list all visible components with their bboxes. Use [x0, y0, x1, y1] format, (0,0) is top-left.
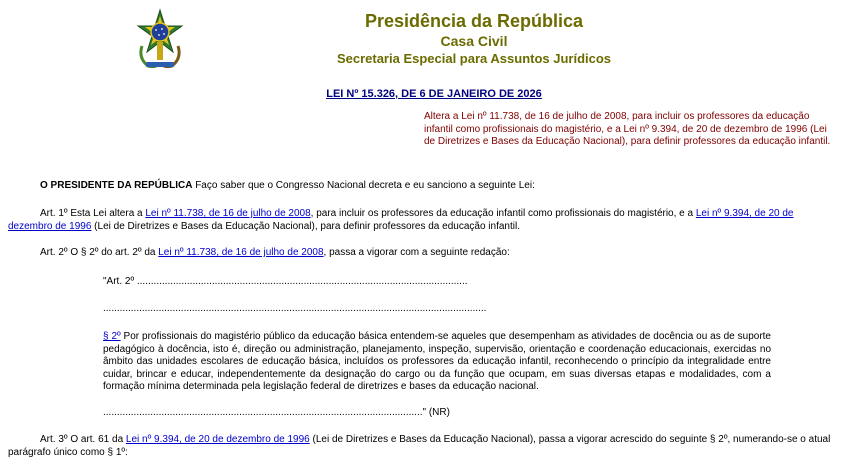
art3-text-a: Art. 3º O art. 61 da — [40, 434, 126, 445]
art2-link-lei-11738[interactable]: Lei nº 11.738, de 16 de julho de 2008 — [158, 247, 324, 258]
quote-dots: .......................................................................................................................................... — [103, 303, 487, 314]
article-1 — [8, 208, 836, 233]
quote-art-2: "Art. 2º ....................................................................................................................... — [103, 276, 468, 287]
ementa: Altera a Lei nº 11.738, de 16 de julho de 2008, para incluir os professores da educação infantil como profissionais do magistério, e a Lei nº 9.394, de 20 de dezembro de 1996 (Lei de Diretrizes e Bases da Educação Nacional), para definir professores da educação infantil. — [424, 111, 831, 147]
paragraph-2-text: Por profissionais do magistério público da educação básica entendem-se aqueles que desempenham as atividades de docência ou as de suporte pedagógico à docência, isto é, direção ou administração, planejamento, inspeção, supervisão, orientação e coordenação educacionais, exercidas no âmbito das unidades escolares de educação básica, incluídos os professores da educação infantil, reconhecendo o princípio da integralidade entre cuidar, brincar e educar, independentemente da designação do cargo ou da função que ocupam, em suas diversas etapas e modalidades, com a formação mínima determinada pela legislação federal de diretrizes e bases da educação nacional. — [103, 331, 771, 392]
art1-link-lei-9394[interactable]: Lei nº 9.394, de 20 de dezembro de 1996 — [8, 208, 794, 232]
art2-text-a: Art. 2º O § 2º do art. 2º da — [40, 247, 159, 258]
art3-text-b: (Lei de Diretrizes e Bases da Educação Nacional), passa a vigorar acrescido do seguinte § 2º, numerando-se o atual parágrafo único como § 1º: — [8, 434, 831, 458]
quote-paragraph-2 — [103, 331, 771, 394]
art1-text-c: (Lei de Diretrizes e Bases da Educação Nacional), para definir professores da educação infantil. — [91, 220, 520, 232]
preamble — [8, 180, 836, 193]
header-secretaria: Secretaria Especial para Assuntos Jurídicos — [336, 51, 612, 66]
law-title — [0, 88, 868, 100]
article-3 — [8, 434, 836, 459]
quote-end-nr: ..................................................................................................................." (NR) — [103, 407, 450, 418]
article-2 — [8, 247, 836, 260]
preamble-president: O PRESIDENTE DA REPÚBLICA — [40, 180, 193, 191]
art1-text-b: , para incluir os professores da educação infantil como profissionais do magistério, e a — [310, 208, 696, 219]
art2-text-b: , passa a vigorar com a seguinte redação: — [323, 247, 510, 258]
paragraph-2-link[interactable]: § 2º — [103, 331, 121, 342]
document-header — [0, 0, 868, 80]
art1-text-a: Art. 1º Esta Lei altera a — [40, 208, 146, 219]
preamble-text: Faço saber que o Congresso Nacional decreta e eu sanciono a seguinte Lei: — [192, 180, 535, 191]
law-title-link[interactable]: LEI Nº 15.326, DE 6 DE JANEIRO DE 2026 — [326, 88, 542, 100]
header-presidencia: Presidência da República — [364, 11, 584, 31]
art3-link-lei-9394[interactable]: Lei nº 9.394, de 20 de dezembro de 1996 — [125, 434, 310, 445]
header-casa-civil: Casa Civil — [440, 33, 508, 49]
art1-link-lei-11738[interactable]: Lei nº 11.738, de 16 de julho de 2008 — [145, 208, 311, 219]
